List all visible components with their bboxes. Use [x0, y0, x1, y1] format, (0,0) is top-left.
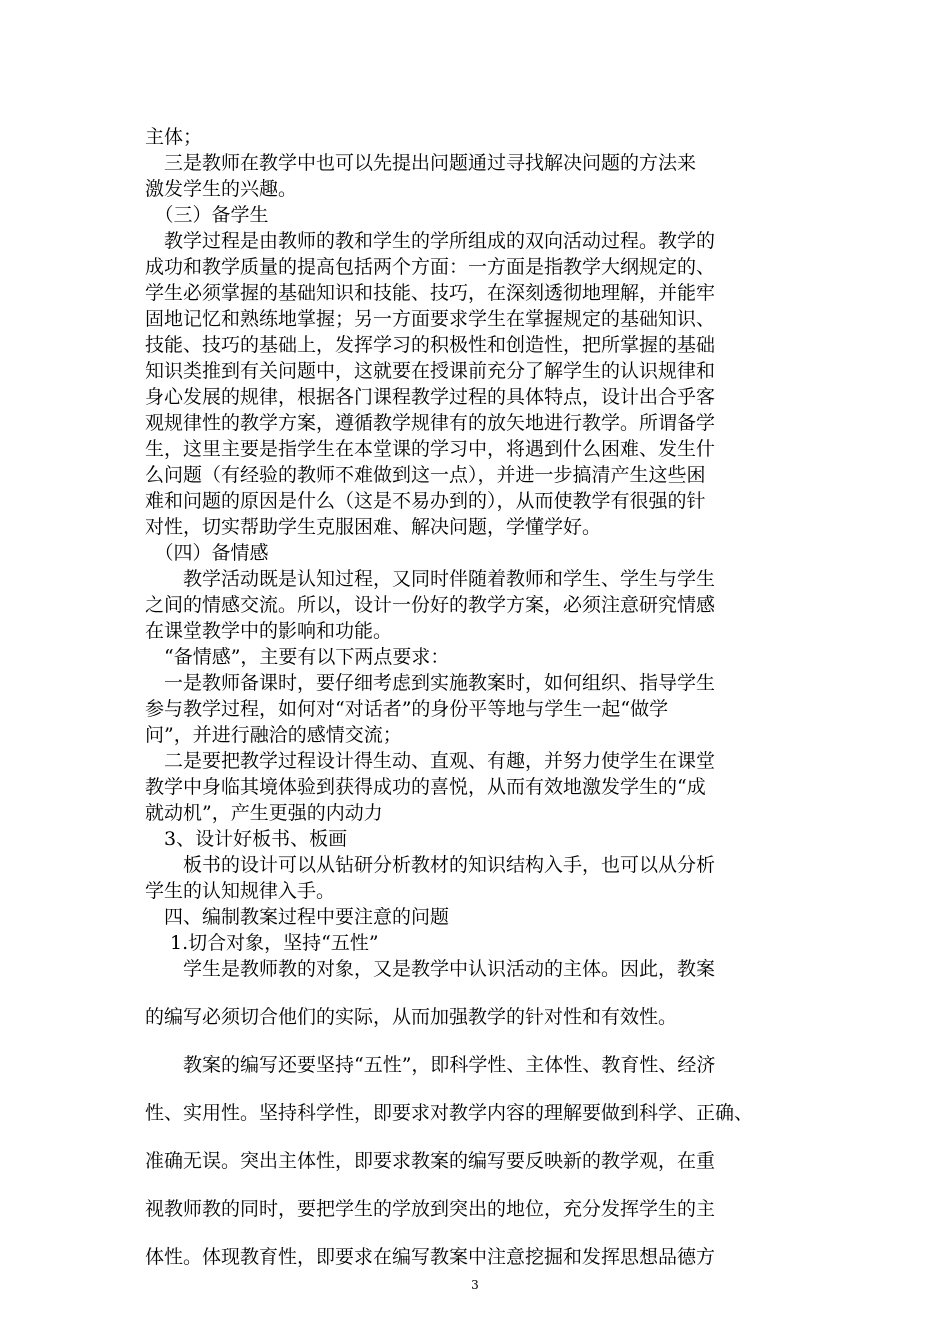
text-line: 身心发展的规律，根据各门课程教学过程的具体特点，设计出合乎客: [145, 386, 716, 408]
text-line: 对性，切实帮助学生克服困难、解决问题，学懂学好。: [145, 516, 602, 538]
text-line: 二是要把教学过程设计得生动、直观、有趣，并努力使学生在课堂: [145, 750, 716, 772]
text-line: 固地记忆和熟练地掌握；另一方面要求学生在掌握规定的基础知识、: [145, 308, 716, 330]
text-line: 体性。体现教育性，即要求在编写教案中注意挖掘和发挥思想品德方: [145, 1246, 716, 1268]
section-heading: 四、编制教案过程中要注意的问题: [145, 906, 450, 928]
text-line: 生，这里主要是指学生在本堂课的学习中，将遇到什么困难、发生什: [145, 438, 716, 460]
text-line: 观规律性的教学方案，遵循教学规律有的放矢地进行教学。所谓备学: [145, 412, 716, 434]
text-line: 性、实用性。坚持科学性，即要求对教学内容的理解要做到科学、正确、: [145, 1102, 754, 1124]
text-line: 知识类推到有关问题中，这就要在授课前充分了解学生的认识规律和: [145, 360, 716, 382]
text-line: 参与教学过程，如何对“对话者”的身份平等地与学生一起“做学: [145, 698, 669, 720]
text-line: 视教师教的同时，要把学生的学放到突出的地位，充分发挥学生的主: [145, 1198, 716, 1220]
text-line: 的编写必须切合他们的实际，从而加强教学的针对性和有效性。: [145, 1006, 678, 1028]
text-line: 板书的设计可以从钻研分析教材的知识结构入手，也可以从分析: [145, 854, 716, 876]
section-heading: 3、设计好板书、板画: [145, 828, 348, 850]
text-line: 教学中身临其境体验到获得成功的喜悦，从而有效地激发学生的“成: [145, 776, 706, 798]
text-line: 一是教师备课时，要仔细考虑到实施教案时，如何组织、指导学生: [145, 672, 716, 694]
text-line: 教学活动既是认知过程，又同时伴随着教师和学生、学生与学生: [145, 568, 716, 590]
text-line: 准确无误。突出主体性，即要求教案的编写要反映新的教学观，在重: [145, 1150, 716, 1172]
page-number: 3: [471, 1278, 479, 1292]
section-heading: （四）备情感: [145, 542, 269, 564]
text-line: 学生的认知规律入手。: [145, 880, 336, 902]
text-line: 技能、技巧的基础上，发挥学习的积极性和创造性，把所掌握的基础: [145, 334, 716, 356]
text-line: 问”，并进行融洽的感情交流；: [145, 724, 402, 746]
text-line: “备情感”，主要有以下两点要求：: [145, 646, 450, 668]
text-line: 主体；: [145, 126, 203, 148]
text-line: 激发学生的兴趣。: [145, 178, 298, 200]
text-line: 在课堂教学中的影响和功能。: [145, 620, 393, 642]
text-line: 教学过程是由教师的教和学生的学所组成的双向活动过程。教学的: [145, 230, 716, 252]
text-line: 成功和教学质量的提高包括两个方面：一方面是指教学大纲规定的、: [145, 256, 716, 278]
section-heading: 1.切合对象，坚持“五性”: [145, 932, 379, 954]
text-line: 之间的情感交流。所以，设计一份好的教学方案，必须注意研究情感: [145, 594, 716, 616]
text-line: 难和问题的原因是什么（这是不易办到的），从而使教学有很强的针: [145, 490, 706, 512]
text-line: 学生是教师教的对象，又是教学中认识活动的主体。因此，教案: [145, 958, 716, 980]
section-heading: （三）备学生: [145, 204, 269, 226]
text-line: 学生必须掌握的基础知识和技能、技巧，在深刻透彻地理解，并能牢: [145, 282, 716, 304]
text-line: 就动机”，产生更强的内动力: [145, 802, 383, 824]
text-line: 教案的编写还要坚持“五性”，即科学性、主体性、教育性、经济: [145, 1054, 716, 1076]
text-line: 么问题（有经验的教师不难做到这一点），并进一步搞清产生这些困: [145, 464, 706, 486]
text-line: 三是教师在教学中也可以先提出问题通过寻找解决问题的方法来: [145, 152, 697, 174]
